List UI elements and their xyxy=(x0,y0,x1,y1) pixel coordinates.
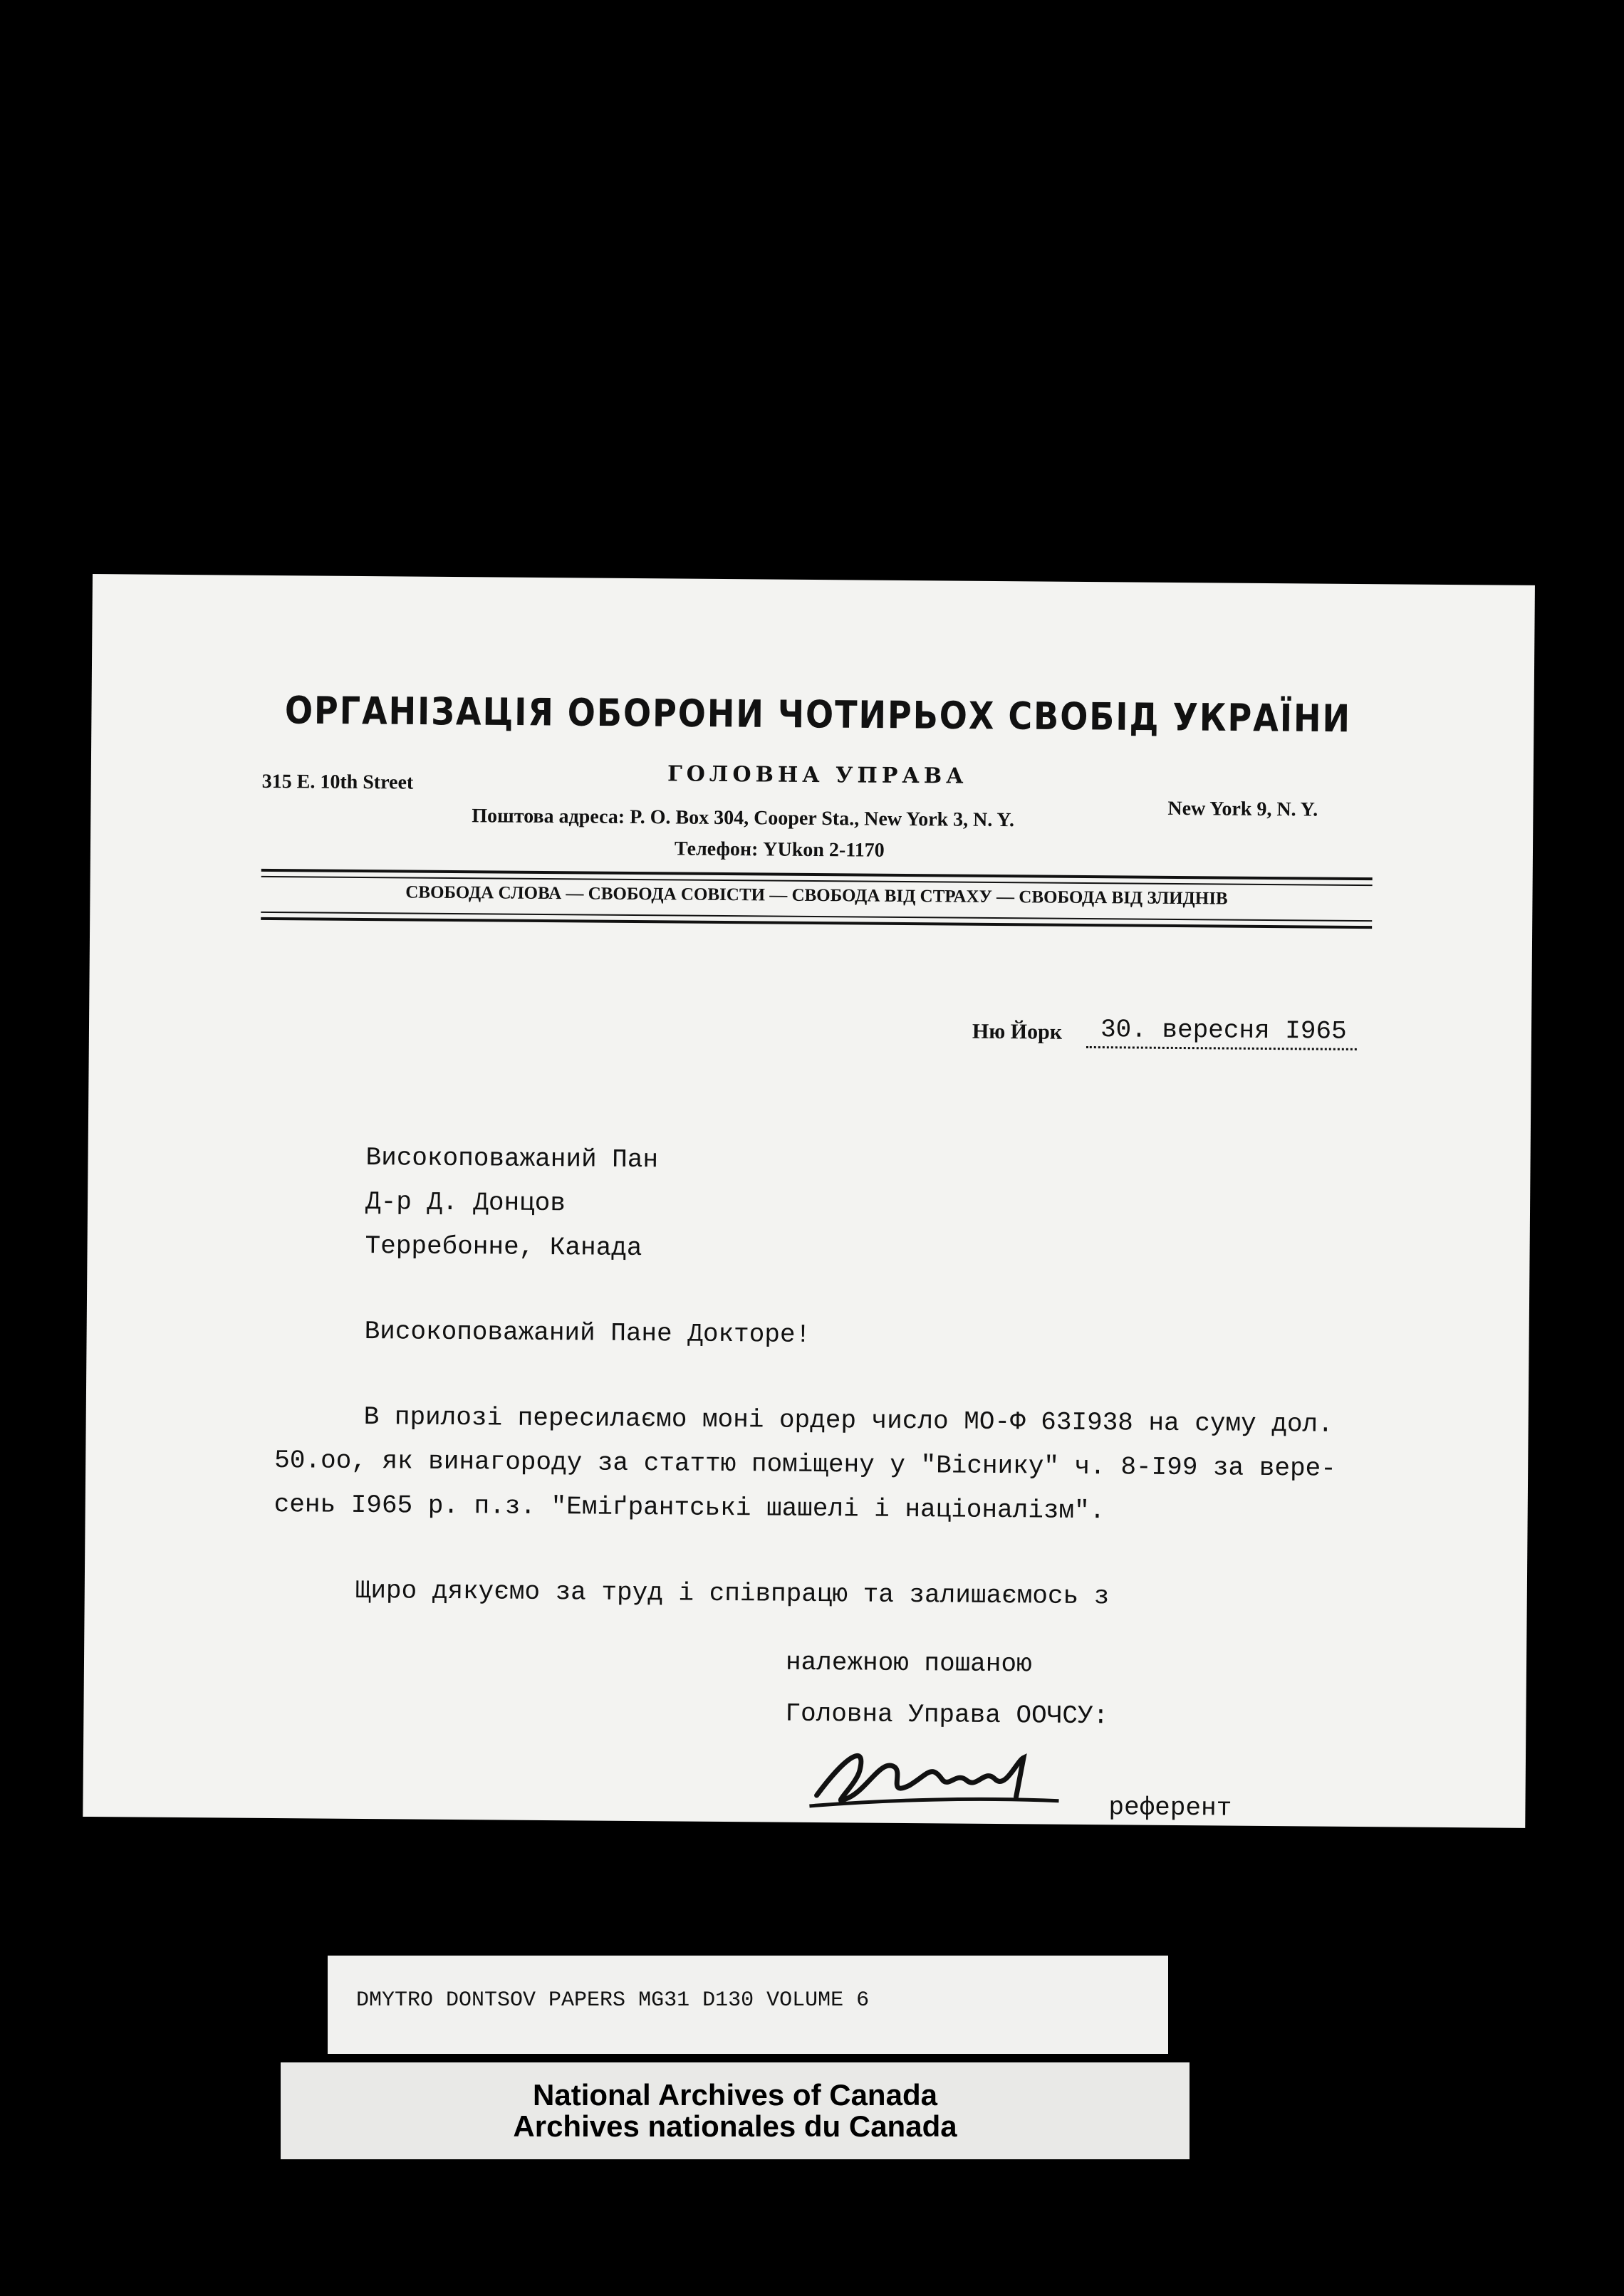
recipient-line-2: Д-р Д. Донцов xyxy=(365,1187,566,1219)
street-address: 315 E. 10th Street xyxy=(261,770,414,794)
motto: СВОБОДА СЛОВА — СВОБОДА СОВІСТИ — СВОБОДА ВІД СТРАХУ — СВОБОДА ВІД ЗЛИДНІВ xyxy=(405,882,1228,909)
salutation: Високоповажаний Пане Докторе! xyxy=(364,1317,811,1350)
collection-label xyxy=(328,1956,1168,2054)
archives-stamp xyxy=(281,2062,1190,2159)
body-line-2: 50.оо, як винагороду за статтю поміщену у "Віснику" ч. 8-I99 за вере- xyxy=(274,1446,1337,1483)
recipient-line-3: Терребонне, Канада xyxy=(365,1231,642,1263)
body-line-1: В прилозі пересилаємо моні ордер число МО-Ф 63I938 на суму дол. xyxy=(363,1402,1333,1439)
body-line-3: сень I965 р. п.з. "Еміґрантські шашелі і націоналізм". xyxy=(274,1490,1105,1526)
signer-title: референт xyxy=(1108,1793,1232,1823)
city-address: New York 9, N. Y. xyxy=(1167,797,1318,821)
body-thanks: Щиро дякуємо за труд і співпрацю та залишаємось з xyxy=(355,1575,1110,1612)
archives-name-en: National Archives of Canada xyxy=(533,2078,937,2112)
organization-title: ОРГАНІЗАЦІЯ ОБОРОНИ ЧОТИРЬОХ СВОБІД УКРАЇНИ xyxy=(284,688,1352,741)
postal-address: Поштова адреса: P. O. Box 304, Cooper Sta., New York 3, N. Y. xyxy=(472,805,1015,832)
archives-name-fr: Archives nationales du Canada xyxy=(513,2109,957,2143)
date-underline xyxy=(1086,1046,1357,1050)
closing-regards: належною пошаною xyxy=(785,1647,1032,1679)
closing-signatory: Головна Управа ООЧСУ: xyxy=(785,1698,1109,1731)
recipient-line-1: Високоповажаний Пан xyxy=(365,1143,659,1175)
letter-date: 30. вересня I965 xyxy=(1100,1015,1347,1046)
phone-number: Телефон: YUkon 2-1170 xyxy=(674,837,885,862)
letter-page xyxy=(83,574,1535,1828)
collection-label-text: DMYTRO DONTSOV PAPERS MG31 D130 VOLUME 6 xyxy=(356,1988,870,2013)
handwritten-signature xyxy=(802,1728,1102,1822)
organization-subtitle: ГОЛОВНА УПРАВА xyxy=(667,761,968,789)
place-label: Ню Йорк xyxy=(972,1019,1063,1044)
